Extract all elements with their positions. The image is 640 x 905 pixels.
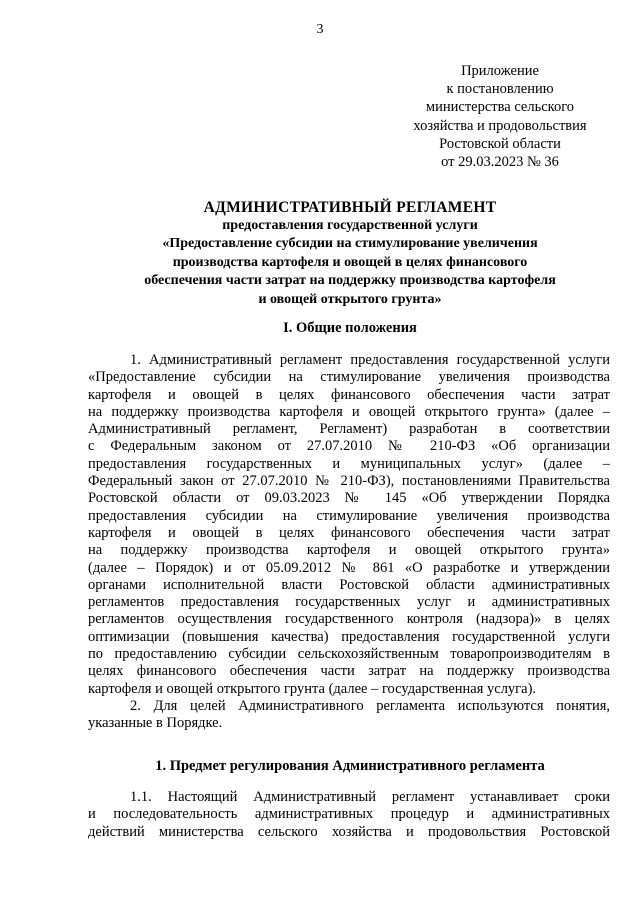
- text-line: картофеля и овощей в целях финансового обеспечения части затрат: [88, 386, 610, 403]
- paragraph-2: [88, 698, 610, 733]
- text-line: и последовательность административных процедур и административных: [88, 806, 610, 823]
- text-line: 1.1. Настоящий Административный регламент устанавливает сроки: [130, 789, 610, 805]
- title-line: производства картофеля и овощей в целях финансового: [172, 254, 528, 270]
- title-line: и овощей открытого грунта»: [258, 291, 442, 307]
- text-line: оптимизации (повышения качества) предоставления государственной услуги: [88, 628, 610, 645]
- text-line: органами исполнительной власти Ростовской области административных: [88, 576, 610, 593]
- title-line: «Предоставление субсидии на стимулирование увеличения: [162, 236, 538, 252]
- paragraph-3: [88, 789, 610, 841]
- section-heading-general: I. Общие положения: [283, 320, 417, 336]
- text-line: картофеля и овощей открытого грунта (далее – государственная услуга).: [88, 680, 537, 697]
- text-line: 2. Для целей Административного регламента используются понятия,: [130, 698, 610, 714]
- text-line: на поддержку производства картофеля и овощей открытого грунта»: [88, 542, 610, 559]
- text-line: по предоставлению субсидии сельскохозяйственным товаропроизводителям в: [88, 646, 610, 663]
- appendix-line: Ростовской области: [439, 135, 561, 152]
- paragraph-1: [88, 352, 610, 698]
- appendix-line: к постановлению: [446, 81, 554, 98]
- title-subtitle: [80, 217, 620, 309]
- appendix-line: от 29.03.2023 № 36: [441, 154, 559, 171]
- text-line: «Предоставление субсидии на стимулирование увеличения производства: [88, 369, 610, 386]
- title-line: обеспечения части затрат на поддержку производства картофеля: [144, 273, 556, 289]
- text-line: предоставления субсидии на стимулирование увеличения производства: [88, 507, 610, 524]
- text-line: целях финансового обеспечения части затрат на поддержку производства: [88, 663, 610, 680]
- text-line: Федеральный закон от 27.07.2010 № 210-ФЗ), постановлениями Правительства: [88, 473, 610, 490]
- text-line: картофеля и овощей в целях финансового обеспечения части затрат: [88, 524, 610, 541]
- appendix-line: Приложение: [461, 63, 539, 79]
- text-line: Административный регламент, Регламент) разработан в соответствии: [88, 421, 610, 438]
- appendix-line: хозяйства и продовольствия: [413, 117, 587, 134]
- text-line: с Федеральным законом от 27.07.2010 № 210-ФЗ «Об организации: [88, 438, 610, 455]
- text-line: регламентов осуществления государственного контроля (надзора)» в целях: [88, 611, 610, 628]
- text-line: 1. Административный регламент предоставления государственной услуги: [130, 352, 610, 368]
- text-line: предоставления государственных и муниципальных услуг» (далее –: [88, 455, 610, 472]
- text-line: действий министерства сельского хозяйства и продовольствия Ростовской: [88, 823, 610, 840]
- page-number: 3: [316, 22, 324, 37]
- appendix-note: [400, 62, 600, 171]
- text-line: регламентов предоставления государственных услуг и административных: [88, 594, 610, 611]
- appendix-line: министерства сельского: [425, 99, 575, 116]
- text-line: на поддержку производства картофеля и овощей открытого грунта» (далее –: [88, 403, 610, 420]
- section-heading-subject: 1. Предмет регулирования Административного регламента: [155, 758, 545, 774]
- text-line: (далее – Порядок) и от 05.09.2012 № 861 «О разработке и утверждении: [88, 559, 610, 576]
- document-title: [80, 199, 620, 309]
- text-line: Ростовской области от 09.03.2023 № 145 «Об утверждении Порядка: [88, 490, 610, 507]
- title-main: АДМИНИСТРАТИВНЫЙ РЕГЛАМЕНТ: [203, 199, 497, 216]
- title-line: предоставления государственной услуги: [222, 218, 478, 233]
- text-line: указанные в Порядке.: [88, 715, 223, 732]
